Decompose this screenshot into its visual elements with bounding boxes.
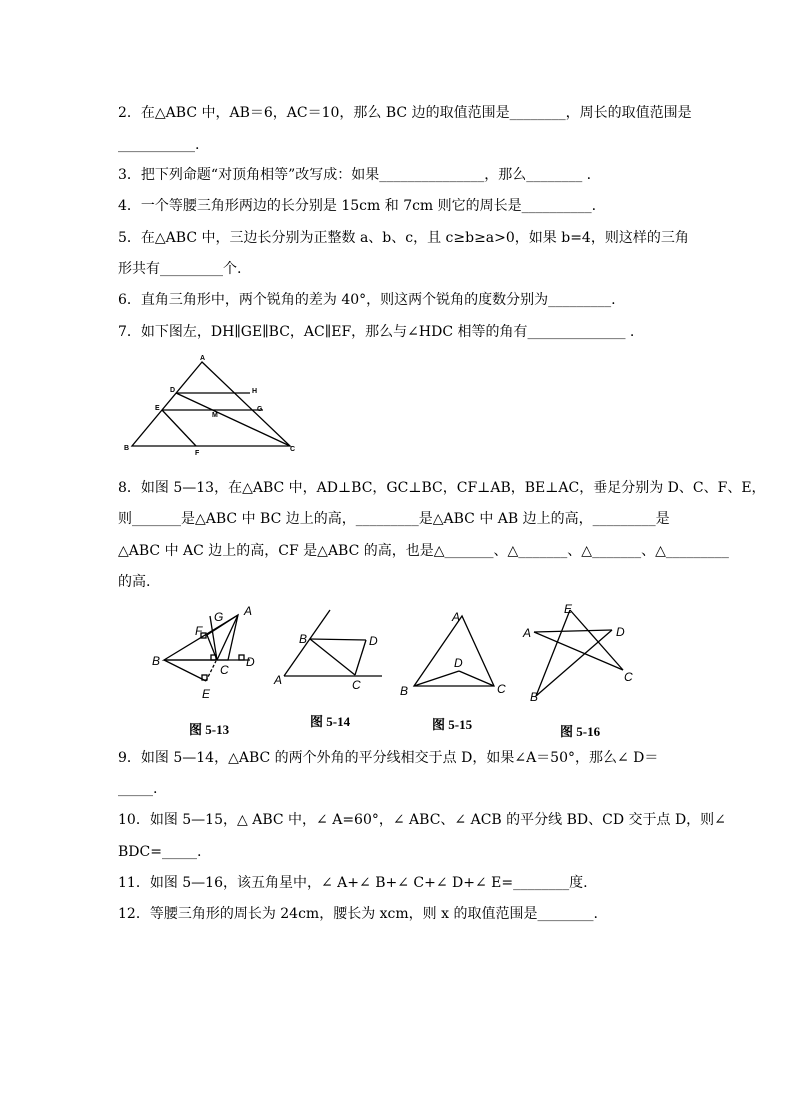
question-5-line-2: 形共有_________个. bbox=[118, 261, 242, 277]
label-e: E bbox=[202, 687, 211, 701]
figure-5-15 bbox=[396, 604, 516, 700]
label-c: C bbox=[352, 678, 361, 692]
question-10-line-1: 10．如图 5—15，△ ABC 中，∠ A=60°，∠ ABC、∠ ACB 的平分线 BD、CD 交于点 D，则∠ bbox=[118, 812, 726, 828]
label-c: C bbox=[624, 670, 633, 684]
label-d: D bbox=[616, 625, 625, 639]
label-g: G bbox=[214, 610, 224, 624]
question-7: 7．如下图左，DH∥GE∥BC，AC∥EF，那么与∠HDC 相等的角有______________ . bbox=[118, 324, 635, 340]
figure-5-15-caption: 图 5-15 bbox=[432, 717, 473, 732]
label-e: E bbox=[155, 405, 160, 412]
label-b: B bbox=[400, 684, 409, 698]
question-2-line-1: 2．在△ABC 中，AB＝6，AC＝10，那么 BC 边的取值范围是________，周长的取值范围是 bbox=[118, 105, 692, 121]
figure-5-13-caption: 图 5-13 bbox=[189, 722, 230, 737]
label-h: H bbox=[252, 388, 258, 395]
question-8-line-1: 8．如图 5—13，在△ABC 中，AD⊥BC，GC⊥BC，CF⊥AB，BE⊥AC，垂足分别为 D、C、F、E， bbox=[118, 480, 766, 496]
figure-5-14-caption: 图 5-14 bbox=[310, 714, 351, 729]
label-f: F bbox=[195, 624, 203, 638]
label-a: A bbox=[452, 610, 461, 624]
question-9-line-2: _____. bbox=[118, 781, 158, 797]
question-8-line-4: 的高. bbox=[118, 574, 151, 590]
question-11: 11．如图 5—16，该五角星中，∠ A+∠ B+∠ C+∠ D+∠ E=________度. bbox=[118, 875, 588, 891]
figure-5-14 bbox=[270, 602, 390, 692]
label-d: D bbox=[170, 387, 176, 394]
label-g: G bbox=[257, 406, 263, 413]
label-a: A bbox=[244, 604, 253, 618]
label-a: A bbox=[200, 355, 206, 362]
label-d: D bbox=[246, 655, 255, 669]
label-c: C bbox=[497, 682, 506, 696]
label-b: B bbox=[299, 632, 308, 646]
question-5-line-1: 5．在△ABC 中，三边长分别为正整数 a、b、c，且 c≥b≥a>0，如果 b=4，则这样的三角 bbox=[118, 230, 689, 246]
label-e: E bbox=[564, 602, 573, 616]
label-m: M bbox=[212, 412, 218, 419]
label-c: C bbox=[220, 663, 229, 677]
question-3: 3．把下列命题“对顶角相等”改写成：如果_______________，那么________ . bbox=[118, 167, 592, 183]
figure-5-16-caption: 图 5-16 bbox=[560, 724, 601, 739]
label-a: A bbox=[274, 673, 283, 687]
question-4: 4．一个等腰三角形两边的长分别是 15cm 和 7cm 则它的周长是__________. bbox=[118, 198, 597, 214]
label-d: D bbox=[454, 656, 463, 670]
question-8-line-3: △ABC 中 AC 边上的高，CF 是△ABC 的高，也是△_______、△_______、△_______、△_________ bbox=[118, 543, 729, 559]
label-f: F bbox=[195, 450, 200, 456]
question-8-line-2: 则_______是△ABC 中 BC 边上的高，_________是△ABC 中 AB 边上的高，_________是 bbox=[118, 511, 670, 527]
figure-5-16 bbox=[520, 600, 640, 704]
label-b: B bbox=[530, 690, 539, 704]
figure-q7-triangle bbox=[118, 352, 298, 456]
label-b: B bbox=[124, 445, 130, 452]
question-10-line-2: BDC=_____. bbox=[118, 844, 202, 860]
label-d: D bbox=[369, 634, 378, 648]
question-2-line-2: ___________. bbox=[118, 137, 200, 153]
label-a: A bbox=[523, 626, 532, 640]
question-12: 12．等腰三角形的周长为 24cm，腰长为 xcm，则 x 的取值范围是________. bbox=[118, 906, 598, 922]
question-6: 6．直角三角形中，两个锐角的差为 40°，则这两个锐角的度数分别为_________. bbox=[118, 292, 616, 308]
label-b: B bbox=[152, 654, 161, 668]
label-c: C bbox=[290, 446, 296, 453]
question-9-line-1: 9．如图 5—14，△ABC 的两个外角的平分线相交于点 D，如果∠A＝50°，那么∠ D＝ bbox=[118, 750, 659, 766]
figure-5-13 bbox=[150, 600, 260, 706]
